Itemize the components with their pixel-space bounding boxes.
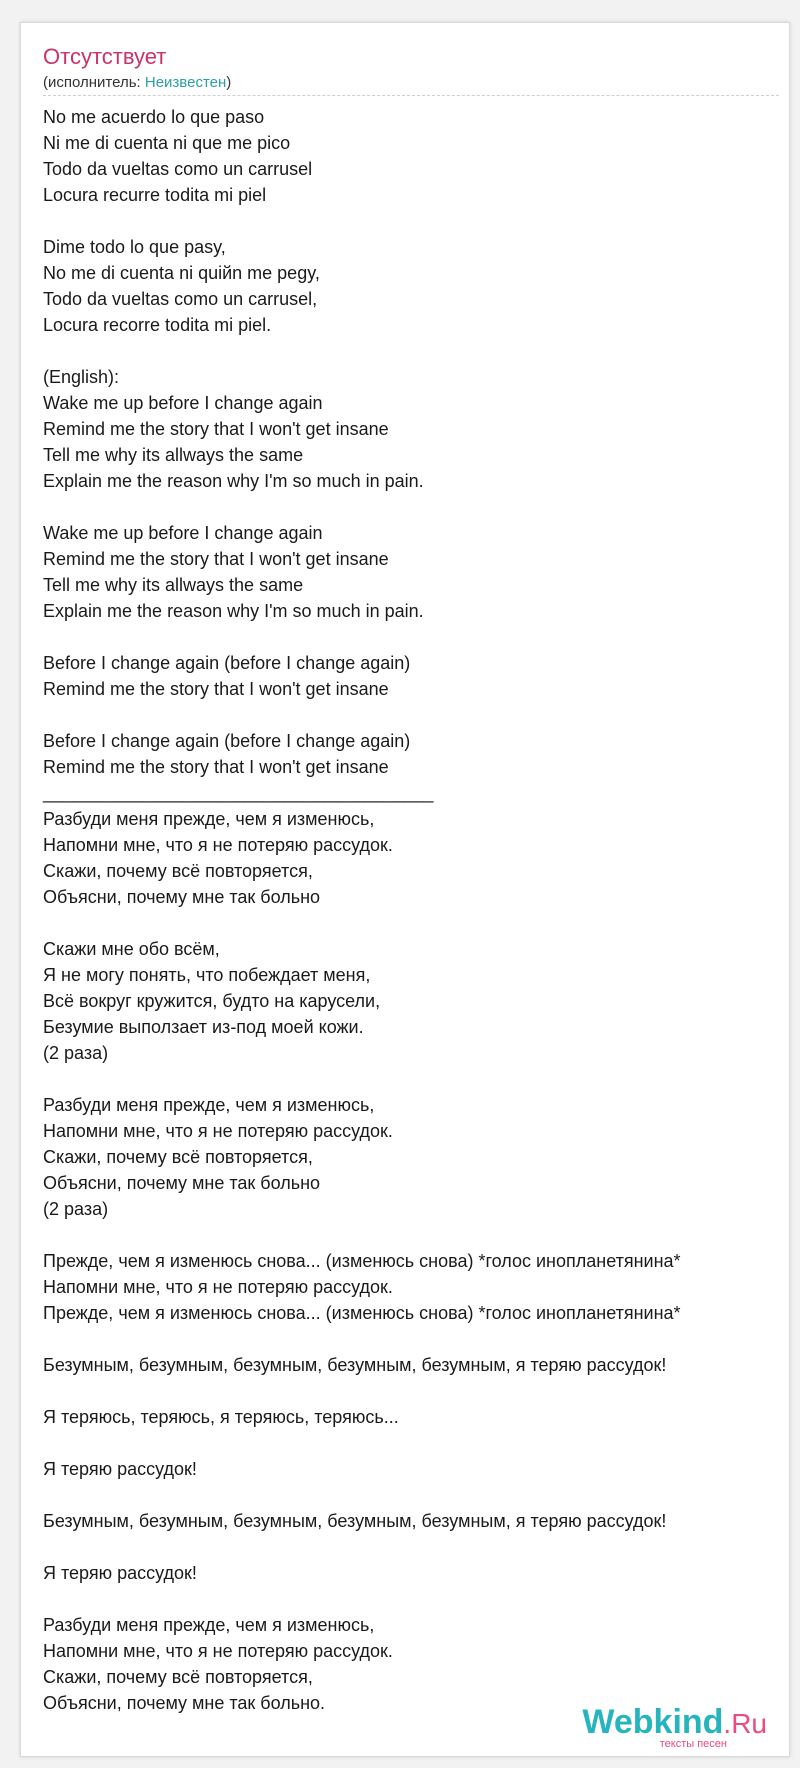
performer-suffix: )	[226, 74, 232, 91]
song-title: Отсутствует	[43, 44, 167, 69]
webkind-watermark	[582, 1704, 767, 1750]
watermark-brand: Webkind	[582, 1703, 724, 1741]
performer-prefix: (исполнитель:	[43, 74, 145, 91]
watermark-tld: .Ru	[723, 1708, 767, 1739]
watermark-logo	[582, 1704, 767, 1742]
performer-link[interactable]: Неизвестен	[144, 74, 227, 91]
lyrics-text: No me acuerdo lo que paso Ni me di cuenta ni que me pico Todo da vueltas como un carrusel Locura recurre todita mi piel Dime todo lo que pasy, No me di cuenta ni quiйn me pegy, Todo da vueltas como un carrusel, Locura recorre todita mi piel. (English): Wake me up before I change again Remind me the story that I won't get insane Tell me why its allways the same Explain me the reason why I'm so much in pain. Wake me up before I change again Remind me the story that I won't get insane Tell me why its allways the same Explain me the reason why I'm so much in pain. Before I change again (before I change again) Remind me the story that I won't get insane Before I change again (before I change again) Remind me the story that I won't get insane _______________________________________ Разбуди меня прежде, чем я изменюсь, Напомни мне, что я не потеряю рассудок. Скажи, почему всё повторяется, Объясни, почему мне так больно Скажи мне обо всём, Я не могу понять, что побеждает меня, Всё вокруг кружится, будто на карусели, Безумие выползает из-под моей кожи. (2 раза) Разбуди меня прежде, чем я изменюсь, Напомни мне, что я не потеряю рассудок. Скажи, почему всё повторяется, Объясни, почему мне так больно (2 раза) Прежде, чем я изменюсь снова... (изменюсь снова) *голос инопланетянина* Напомни мне, что я не потеряю рассудок. Прежде, чем я изменюсь снова... (изменюсь снова) *голос инопланетянина* Безумным, безумным, безумным, безумным, безумным, я теряю рассудок! Я теряюсь, теряюсь, я теряюсь, теряюсь... Я теряю рассудок! Безумным, безумным, безумным, безумным, безумным, я теряю рассудок! Я теряю рассудок! Разбуди меня прежде, чем я изменюсь, Напомни мне, что я не потеряю рассудок. Скажи, почему всё повторяется, Объясни, почему мне так больно.	[43, 107, 681, 1713]
performer-line	[43, 74, 231, 92]
lyrics-card	[20, 22, 790, 1757]
title-divider	[43, 95, 779, 96]
watermark-tagline: тексты песен	[659, 1738, 727, 1750]
